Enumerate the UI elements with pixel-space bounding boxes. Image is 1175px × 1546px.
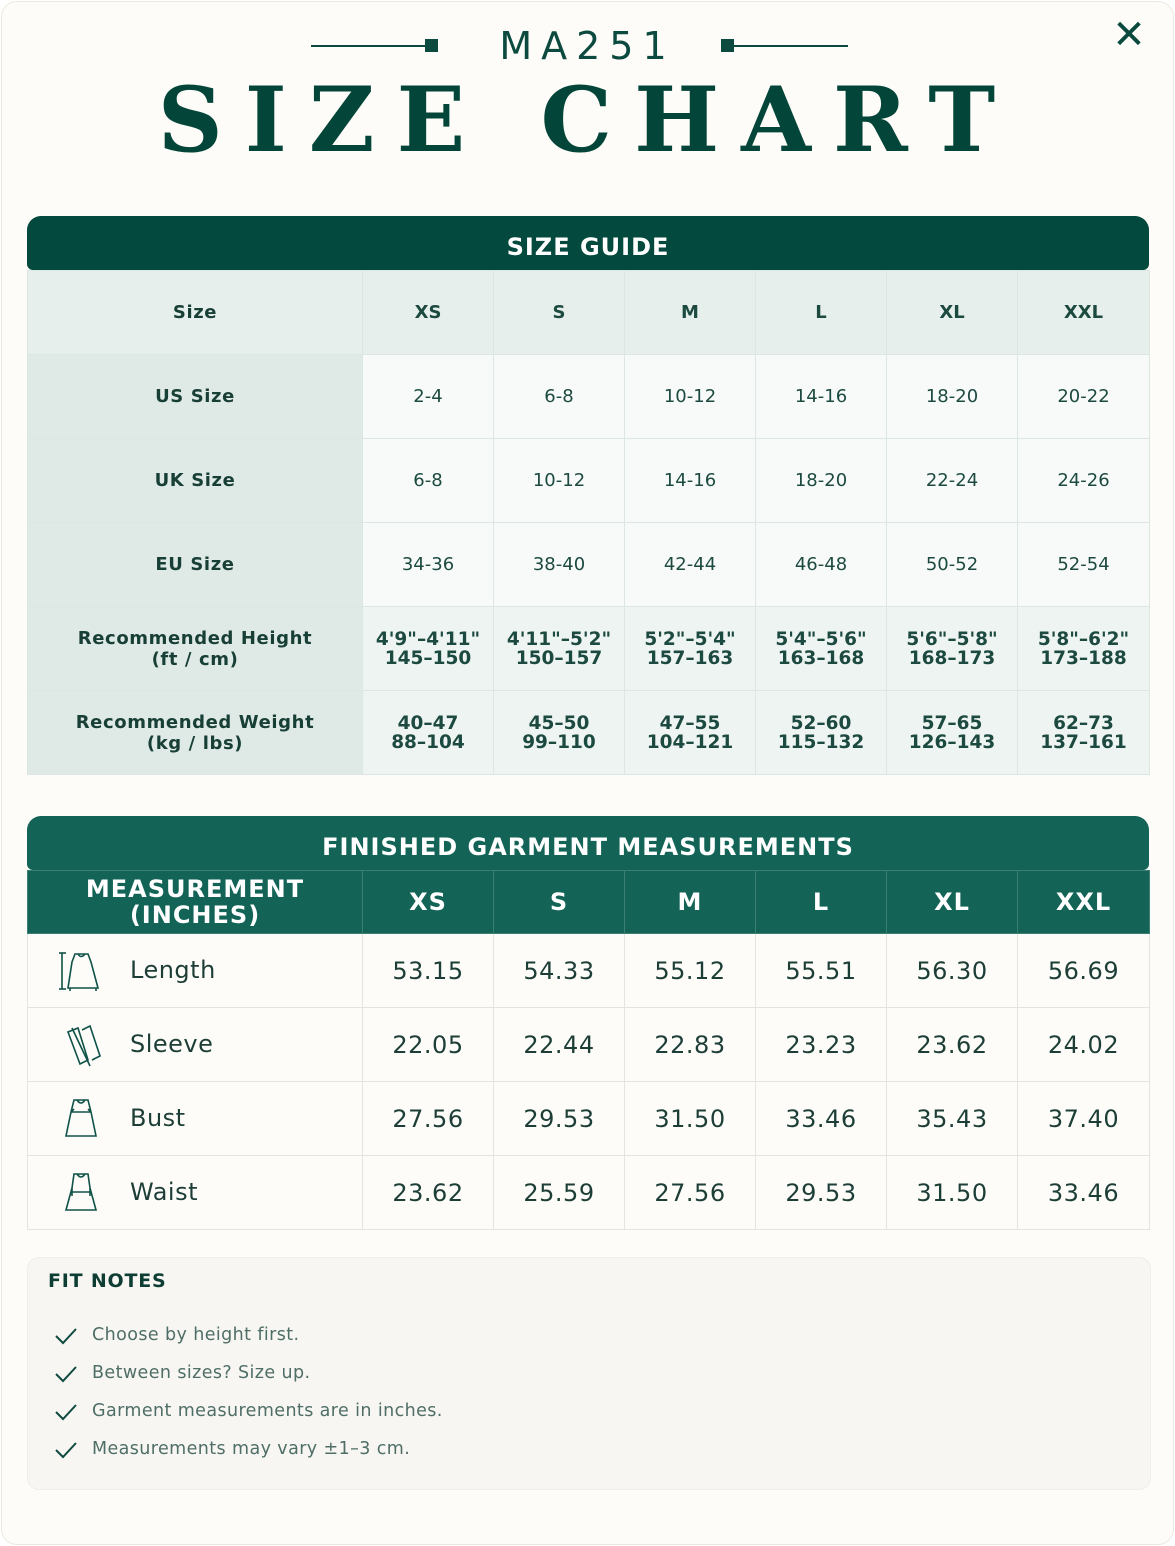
table-cell: 35.43 <box>887 1082 1018 1156</box>
garment-header-row <box>28 871 1150 934</box>
cell-line: 88–104 <box>391 731 465 753</box>
table-row <box>28 1082 1150 1156</box>
table-cell: 14-16 <box>756 355 887 439</box>
table-cell: 23.62 <box>363 1156 494 1230</box>
table-cell: 22.05 <box>363 1008 494 1082</box>
row-label-line: (kg / lbs) <box>146 732 244 754</box>
waist-icon <box>58 1170 104 1216</box>
table-cell: 54.33 <box>494 934 625 1008</box>
table-cell: 22-24 <box>887 439 1018 523</box>
row-label <box>28 691 363 775</box>
table-row <box>28 934 1150 1008</box>
table-cell: 55.51 <box>756 934 887 1008</box>
fit-note-text: Measurements may vary ±1–3 cm. <box>92 1439 411 1459</box>
cell-line: 145–150 <box>384 647 472 669</box>
bust-icon <box>58 1096 104 1142</box>
cell-line: 40–47 <box>397 712 459 734</box>
column-header: Size <box>28 271 363 355</box>
cell-line: 5'4"–5'6" <box>775 628 867 650</box>
table-cell: 18-20 <box>887 355 1018 439</box>
column-header: XXL <box>1018 871 1150 934</box>
column-header-line: (INCHES) <box>129 901 261 929</box>
garment-header: FINISHED GARMENT MEASUREMENTS <box>27 816 1149 870</box>
fit-notes <box>27 1257 1151 1490</box>
cell-line: 57–65 <box>921 712 983 734</box>
table-cell <box>1018 607 1150 691</box>
column-header-line: MEASUREMENT <box>85 875 305 903</box>
table-cell <box>756 607 887 691</box>
column-header: M <box>625 871 756 934</box>
column-header: XL <box>887 871 1018 934</box>
check-icon <box>54 1326 78 1346</box>
page-title: SIZE CHART <box>157 67 1018 173</box>
table-cell <box>625 691 756 775</box>
table-cell: 27.56 <box>625 1156 756 1230</box>
row-label-line: Recommended Weight <box>75 711 315 733</box>
row-label: UK Size <box>28 439 363 523</box>
size-guide-table <box>27 270 1150 775</box>
cell-line: 115–132 <box>777 731 865 753</box>
table-cell: 38-40 <box>494 523 625 607</box>
table-cell: 52-54 <box>1018 523 1150 607</box>
table-cell: 31.50 <box>887 1156 1018 1230</box>
row-label-line: Recommended Height <box>77 627 313 649</box>
cell-line: 137–161 <box>1040 731 1127 753</box>
table-cell: 33.46 <box>1018 1156 1150 1230</box>
measurement-name <box>28 1008 363 1082</box>
table-cell <box>1018 691 1150 775</box>
table-row <box>28 523 1150 607</box>
row-label <box>28 607 363 691</box>
model-row <box>0 24 1175 68</box>
table-cell: 29.53 <box>494 1082 625 1156</box>
cell-line: 47–55 <box>659 712 721 734</box>
table-cell: 23.62 <box>887 1008 1018 1082</box>
row-label: US Size <box>28 355 363 439</box>
table-cell: 10-12 <box>494 439 625 523</box>
measurement-label: Length <box>130 956 216 984</box>
table-row <box>28 439 1150 523</box>
table-cell: 55.12 <box>625 934 756 1008</box>
column-header: S <box>494 871 625 934</box>
table-row <box>28 1008 1150 1082</box>
fit-note-text: Garment measurements are in inches. <box>92 1401 443 1421</box>
table-cell: 31.50 <box>625 1082 756 1156</box>
table-cell: 56.69 <box>1018 934 1150 1008</box>
row-label: EU Size <box>28 523 363 607</box>
measurement-name <box>28 934 363 1008</box>
size-guide-header: SIZE GUIDE <box>27 216 1149 270</box>
cell-line: 62–73 <box>1053 712 1114 734</box>
table-cell: 37.40 <box>1018 1082 1150 1156</box>
cell-line: 5'2"–5'4" <box>644 628 736 650</box>
table-cell: 56.30 <box>887 934 1018 1008</box>
cell-line: 173–188 <box>1040 647 1127 669</box>
column-header: XS <box>363 871 494 934</box>
dress-length-icon <box>58 948 104 994</box>
table-cell: 24.02 <box>1018 1008 1150 1082</box>
table-cell: 42-44 <box>625 523 756 607</box>
fit-notes-title: FIT NOTES <box>48 1270 167 1292</box>
size-header-row <box>28 271 1150 355</box>
check-icon <box>54 1402 78 1422</box>
table-cell: 22.83 <box>625 1008 756 1082</box>
table-cell <box>363 691 494 775</box>
cell-line: 45–50 <box>528 712 590 734</box>
cell-line: 4'11"–5'2" <box>506 628 612 650</box>
column-header: S <box>494 271 625 355</box>
cell-line: 168–173 <box>908 647 996 669</box>
table-cell <box>625 607 756 691</box>
check-icon <box>54 1440 78 1460</box>
table-cell: 10-12 <box>625 355 756 439</box>
table-cell: 6-8 <box>494 355 625 439</box>
cell-line: 4'9"–4'11" <box>375 628 481 650</box>
column-header: M <box>625 271 756 355</box>
cell-line: 126–143 <box>908 731 996 753</box>
cell-line: 5'6"–5'8" <box>906 628 998 650</box>
check-icon <box>54 1364 78 1384</box>
column-header: L <box>756 871 887 934</box>
fit-note-text: Between sizes? Size up. <box>92 1363 311 1383</box>
sleeve-icon <box>58 1022 104 1068</box>
garment-table <box>27 870 1150 1230</box>
table-cell <box>363 607 494 691</box>
table-cell: 24-26 <box>1018 439 1150 523</box>
table-cell: 18-20 <box>756 439 887 523</box>
column-header: XL <box>887 271 1018 355</box>
table-cell <box>887 691 1018 775</box>
cell-line: 5'8"–6'2" <box>1037 628 1130 650</box>
table-cell: 14-16 <box>625 439 756 523</box>
column-header: XS <box>363 271 494 355</box>
table-cell <box>756 691 887 775</box>
table-cell: 27.56 <box>363 1082 494 1156</box>
table-row <box>28 607 1150 691</box>
cell-line: 104–121 <box>646 731 734 753</box>
measurement-label: Waist <box>130 1178 198 1206</box>
column-header <box>28 871 363 934</box>
measurement-label: Sleeve <box>130 1030 214 1058</box>
fit-note-text: Choose by height first. <box>92 1325 300 1345</box>
table-cell: 33.46 <box>756 1082 887 1156</box>
cell-line: 163–168 <box>777 647 865 669</box>
table-cell: 6-8 <box>363 439 494 523</box>
row-label-line: (ft / cm) <box>151 648 239 670</box>
table-cell: 53.15 <box>363 934 494 1008</box>
table-cell <box>887 607 1018 691</box>
measurement-name <box>28 1082 363 1156</box>
cell-line: 52–60 <box>790 712 852 734</box>
table-cell: 2-4 <box>363 355 494 439</box>
table-cell: 25.59 <box>494 1156 625 1230</box>
table-cell: 22.44 <box>494 1008 625 1082</box>
table-row <box>28 355 1150 439</box>
model-code: MA251 <box>499 24 676 68</box>
column-header: L <box>756 271 887 355</box>
close-icon[interactable]: ✕ <box>1112 12 1146 58</box>
column-header: XXL <box>1018 271 1150 355</box>
table-row <box>28 1156 1150 1230</box>
table-cell: 50-52 <box>887 523 1018 607</box>
table-row <box>28 691 1150 775</box>
cell-line: 157–163 <box>646 647 734 669</box>
table-cell <box>494 607 625 691</box>
table-cell <box>494 691 625 775</box>
table-cell: 34-36 <box>363 523 494 607</box>
table-cell: 20-22 <box>1018 355 1150 439</box>
measurement-label: Bust <box>130 1104 186 1132</box>
table-cell: 23.23 <box>756 1008 887 1082</box>
cell-line: 150–157 <box>515 647 603 669</box>
table-cell: 29.53 <box>756 1156 887 1230</box>
cell-line: 99–110 <box>522 731 596 753</box>
table-cell: 46-48 <box>756 523 887 607</box>
measurement-name <box>28 1156 363 1230</box>
